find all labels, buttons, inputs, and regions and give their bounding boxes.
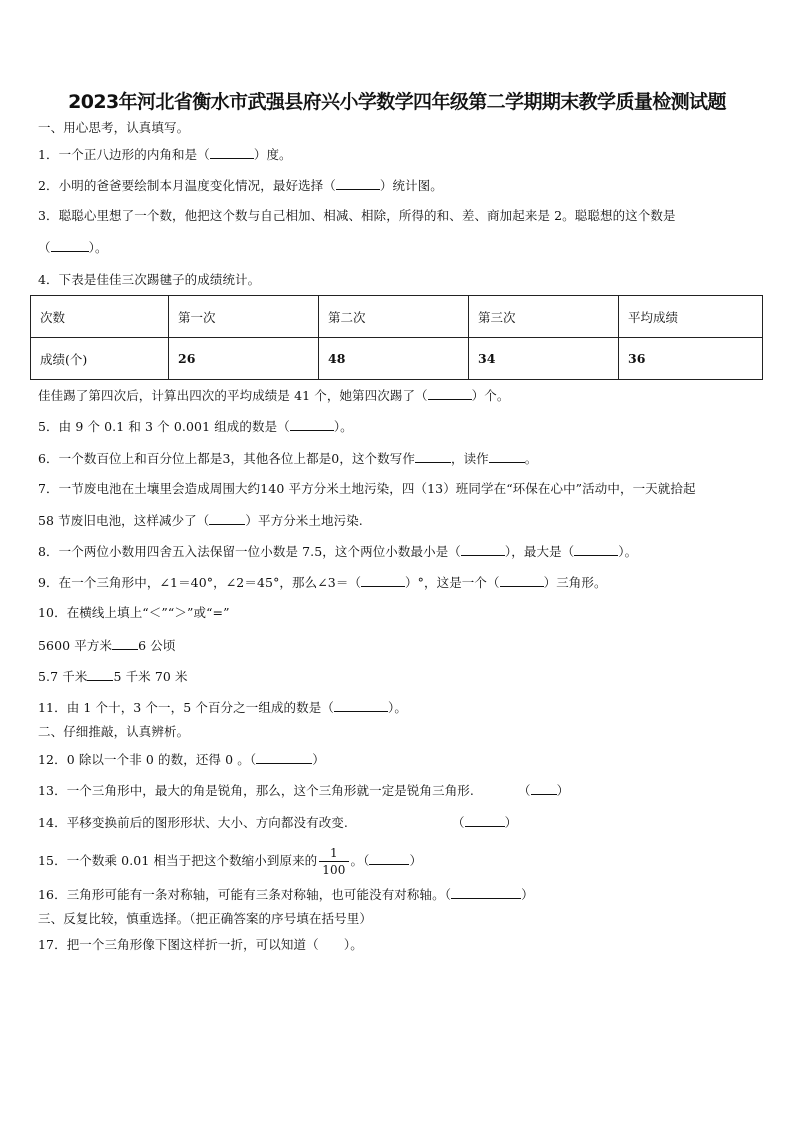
table-cell: 36: [619, 338, 763, 380]
answer-blank[interactable]: [51, 238, 89, 252]
table-cell: 第一次: [169, 296, 319, 338]
score-table: [30, 295, 763, 380]
question-1: 1．一个正八边形的内角和是（ ）度。: [38, 147, 292, 162]
fraction: $\frac{1}{100}$: [319, 845, 348, 878]
page-title: 2023年河北省衡水市武强县府兴小学数学四年级第二学期期末教学质量检测试题: [68, 91, 726, 113]
table-cell: 次数: [31, 296, 169, 338]
table-cell: 34: [469, 338, 619, 380]
answer-blank[interactable]: [574, 542, 618, 556]
answer-blank[interactable]: [489, 449, 525, 463]
section-heading-2: 二、仔细推敲，认真辨析。: [38, 724, 190, 739]
question-10-row-2: 5.7 千米 5 千米 70 米: [38, 669, 188, 684]
table-cell: 第二次: [319, 296, 469, 338]
question-10-row-1: 5600 平方米 6 公顷: [38, 638, 176, 653]
answer-blank[interactable]: [334, 698, 388, 712]
table-cell: 48: [319, 338, 469, 380]
answer-blank[interactable]: [428, 386, 472, 400]
answer-blank[interactable]: [87, 667, 113, 681]
answer-blank[interactable]: [451, 885, 521, 899]
question-9: 9．在一个三角形中，∠1＝40°，∠2＝45°，那么∠3＝（ ）°，这是一个（ ）三角形。: [38, 575, 607, 590]
section-heading-3: 三、反复比较，慎重选择。（把正确答案的序号填在括号里）: [38, 911, 372, 926]
question-3: 3．聪聪心里想了一个数，他把这个数与自己相加、相减、相除，所得的和、差、商加起来是 2。聪聪想的这个数是: [38, 208, 676, 223]
question-5: 5．由 9 个 0.1 和 3 个 0.001 组成的数是（ ）。: [38, 419, 353, 434]
question-8: 8．一个两位小数用四舍五入法保留一位小数是 7.5，这个两位小数最小是（ ），最大是（ ）。: [38, 544, 638, 559]
question-4: 4．下表是佳佳三次踢毽子的成绩统计。: [38, 272, 261, 287]
question-16: 16．三角形可能有一条对称轴，可能有三条对称轴，也可能没有对称轴。（ ）: [38, 887, 534, 902]
question-12: 12．0 除以一个非 0 的数，还得 0 。（ ）: [38, 752, 325, 767]
table-row: [31, 338, 763, 380]
question-6: 6．一个数百位上和百分位上都是3，其他各位上都是0，这个数写作 ，读作 。: [38, 451, 538, 466]
question-3-continued: （ ）。: [38, 240, 108, 255]
answer-blank[interactable]: [500, 573, 544, 587]
answer-blank[interactable]: [531, 781, 557, 795]
answer-blank[interactable]: [361, 573, 405, 587]
question-2: 2．小明的爸爸要绘制本月温度变化情况，最好选择（ ）统计图。: [38, 178, 443, 193]
question-17: 17．把一个三角形像下图这样折一折，可以知道（ ）。: [38, 937, 363, 952]
question-14: 14．平移变换前后的图形形状、大小、方向都没有改变. （ ）: [38, 815, 518, 830]
section-heading-1: 一、用心思考，认真填写。: [38, 120, 190, 135]
answer-blank[interactable]: [369, 851, 409, 865]
answer-blank[interactable]: [415, 449, 451, 463]
answer-blank[interactable]: [465, 813, 505, 827]
question-13: 13．一个三角形中，最大的角是锐角，那么，这个三角形就一定是锐角三角形. （ ）: [38, 783, 570, 798]
answer-blank[interactable]: [256, 750, 312, 764]
answer-blank[interactable]: [290, 417, 334, 431]
table-header-row: [31, 296, 763, 338]
answer-blank[interactable]: [461, 542, 505, 556]
answer-blank[interactable]: [336, 176, 380, 190]
table-cell: 成绩(个): [31, 338, 169, 380]
table-cell: 26: [169, 338, 319, 380]
answer-blank[interactable]: [112, 636, 138, 650]
question-4-continued: 佳佳踢了第四次后，计算出四次的平均成绩是 41 个，她第四次踢了（ ）个。: [38, 388, 510, 403]
question-15: 15．一个数乘 0.01 相当于把这个数缩小到原来的 $\frac{1}{100}$ 。（ ）: [38, 846, 423, 877]
question-10: 10．在横线上填上“＜”“＞”或“=”: [38, 605, 230, 620]
table-cell: 平均成绩: [619, 296, 763, 338]
question-7-continued: 58 节废旧电池，这样减少了（ ）平方分米土地污染.: [38, 513, 363, 528]
question-7: 7．一节废电池在土壤里会造成周围大约140 平方分米土地污染，四（13）班同学在“环保在心中”活动中，一天就拾起: [38, 481, 696, 496]
question-11: 11．由 1 个十，3 个一，5 个百分之一组成的数是（ ）。: [38, 700, 407, 715]
table-cell: 第三次: [469, 296, 619, 338]
answer-blank[interactable]: [210, 145, 254, 159]
answer-blank[interactable]: [209, 511, 245, 525]
